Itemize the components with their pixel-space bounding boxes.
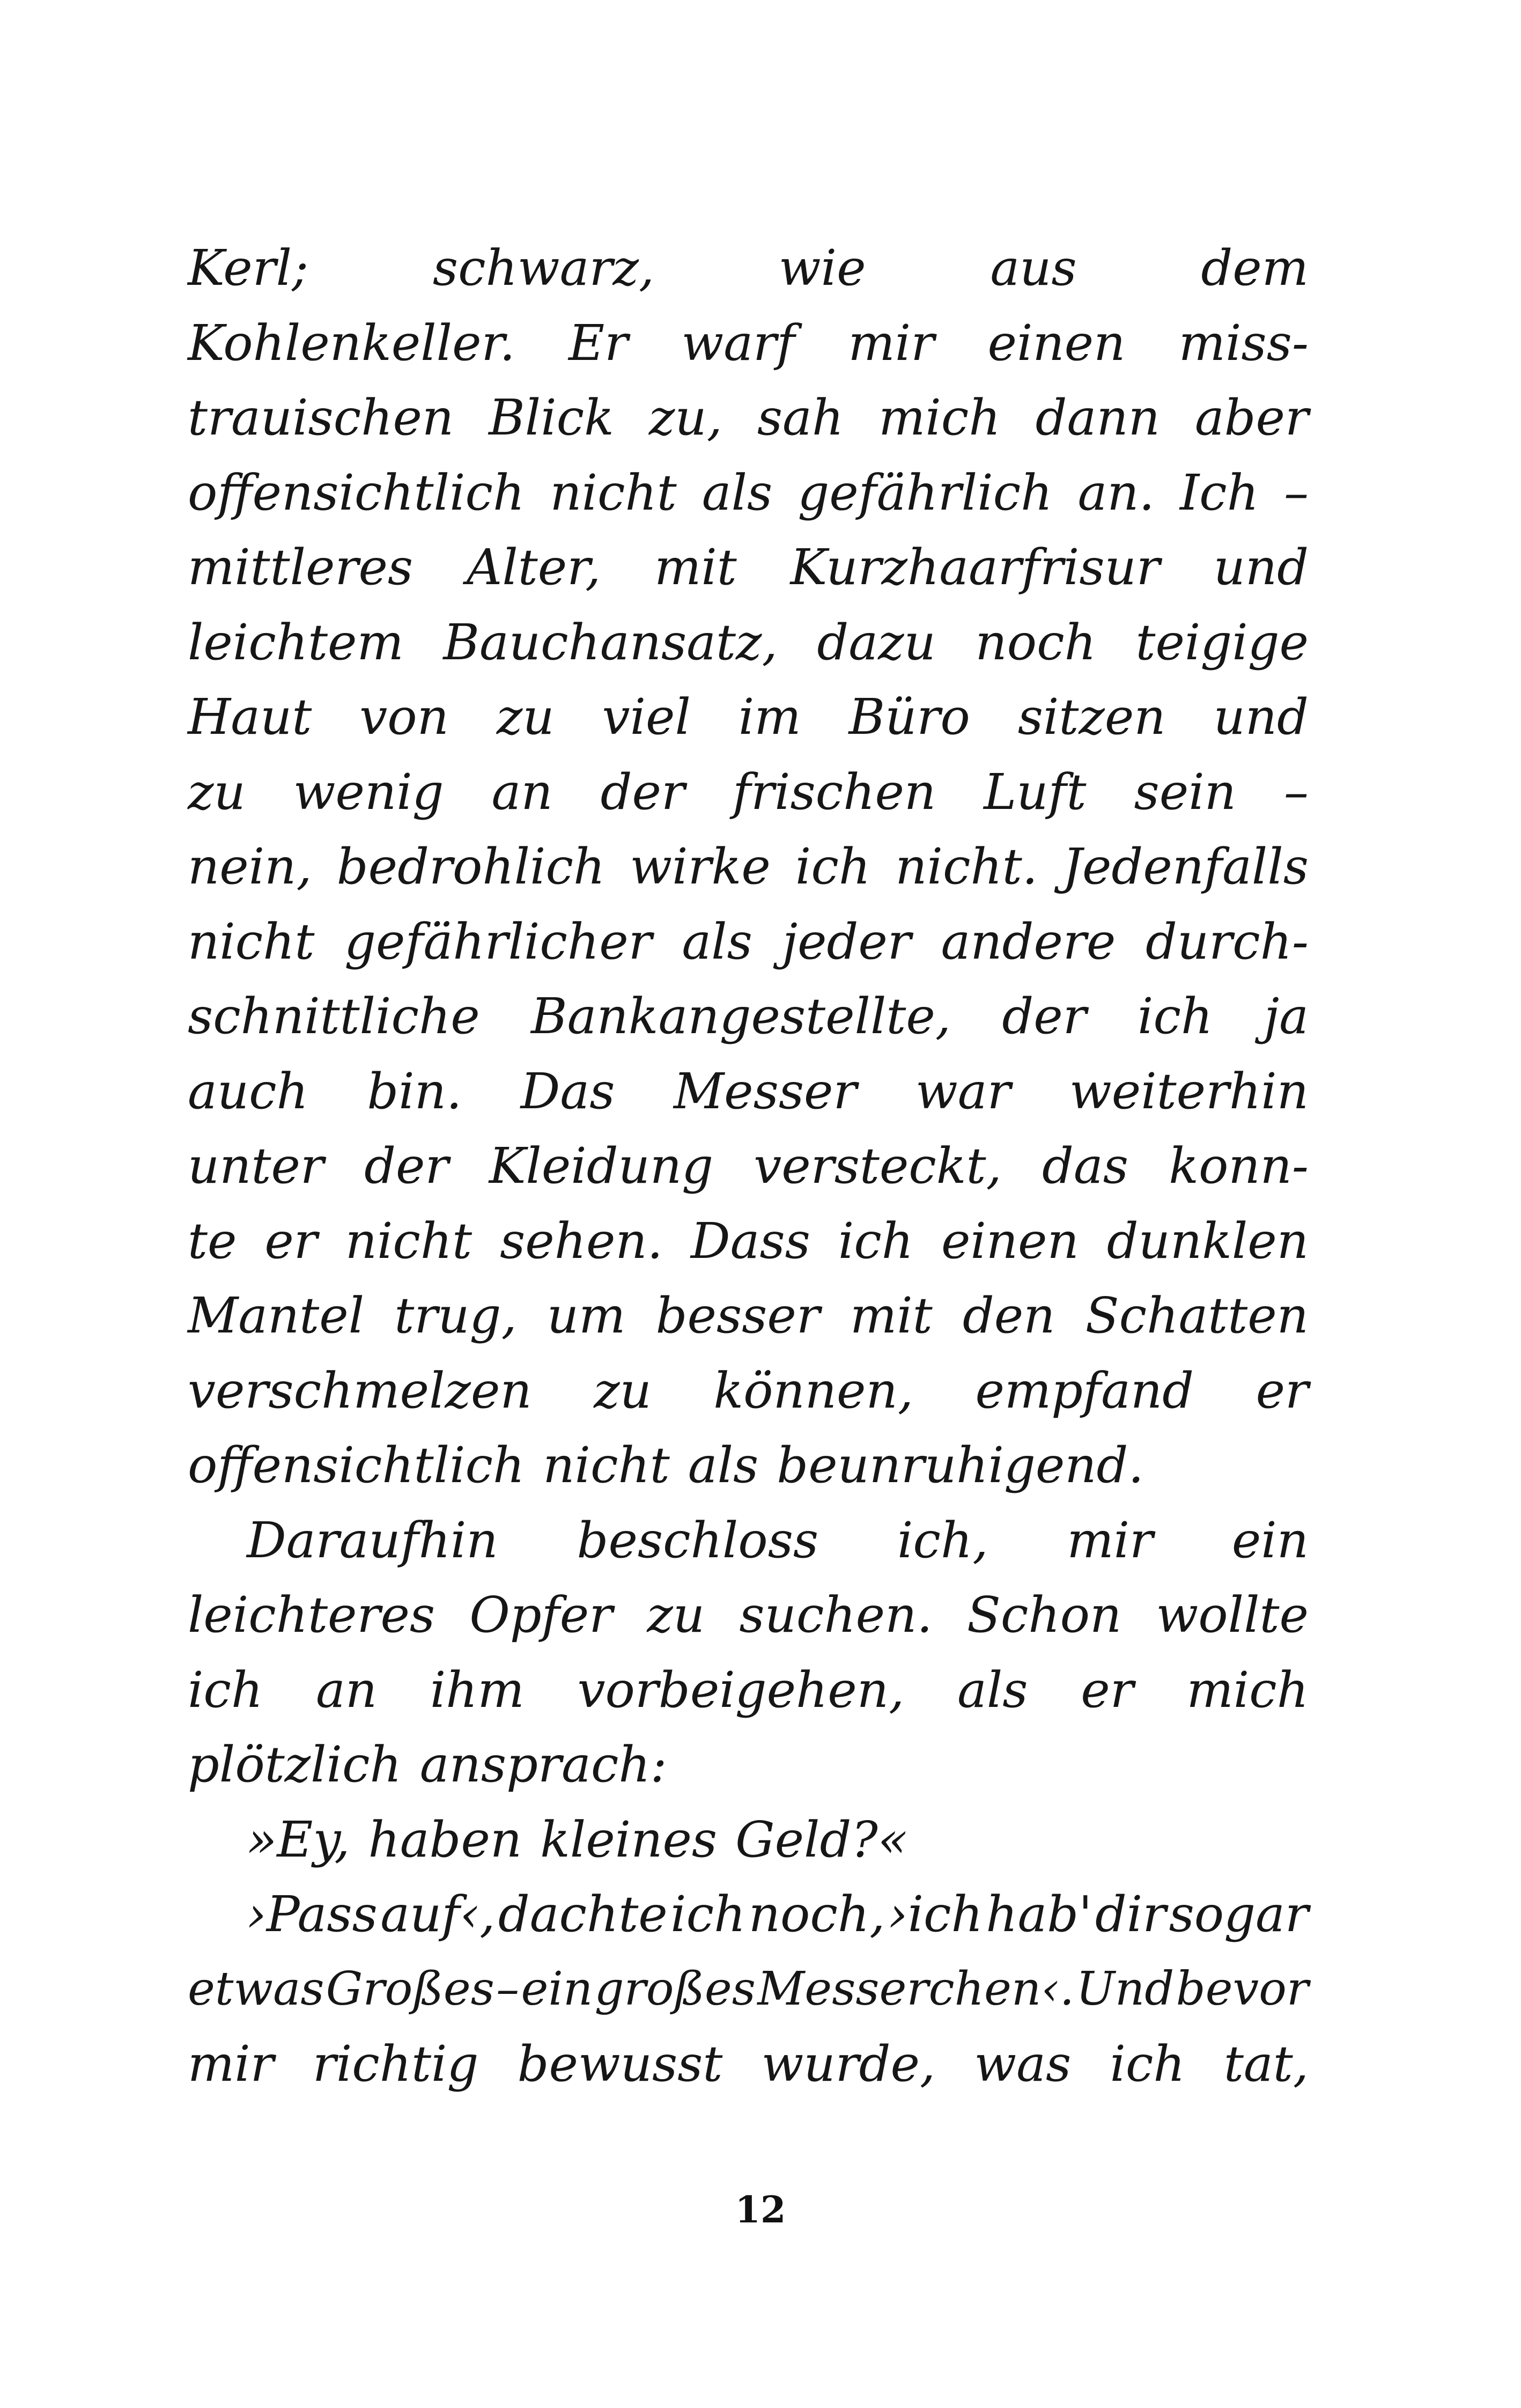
- word: mir: [188, 2035, 274, 2093]
- word: offensichtlich: [188, 1437, 525, 1494]
- text-line: [188, 1952, 1309, 2027]
- word: teigige: [1135, 613, 1309, 671]
- text-line: [188, 829, 1309, 904]
- word: aber: [1194, 389, 1309, 446]
- word: nicht.: [895, 838, 1038, 895]
- word: mir: [1067, 1511, 1153, 1569]
- word: den: [962, 1287, 1055, 1344]
- word: ich: [670, 1886, 746, 1943]
- word: als: [688, 1437, 759, 1494]
- word: sitzen: [1017, 688, 1166, 746]
- word: ihm: [430, 1661, 525, 1719]
- word: zu: [647, 1586, 705, 1644]
- word: ich: [838, 1212, 914, 1270]
- word: bin.: [367, 1062, 462, 1120]
- page-number: 12: [735, 2189, 786, 2232]
- text-line: [188, 1129, 1309, 1204]
- word: konn-: [1169, 1137, 1309, 1195]
- word: als: [682, 912, 752, 970]
- text-line: [188, 1578, 1309, 1653]
- word: nein,: [188, 838, 312, 895]
- word: ich: [188, 1661, 263, 1719]
- word: nicht: [345, 1212, 472, 1270]
- word: wollte: [1156, 1586, 1309, 1644]
- word: Daraufhin: [247, 1511, 498, 1569]
- handwritten-text-block: [188, 231, 1309, 2102]
- word: Luft: [984, 763, 1087, 821]
- word: großes: [594, 1962, 756, 2016]
- text-line: [188, 1054, 1309, 1129]
- word: Mantel: [188, 1287, 365, 1344]
- word: noch,: [748, 1886, 885, 1943]
- word: dunklen: [1106, 1212, 1309, 1270]
- text-line: [188, 979, 1309, 1054]
- word: beschloss: [577, 1511, 819, 1569]
- word: dir: [1095, 1886, 1166, 1943]
- word: bevor: [1176, 1962, 1309, 2016]
- text-line: [188, 605, 1309, 680]
- text-line: [188, 1877, 1309, 1952]
- word: versteckt,: [754, 1137, 1002, 1195]
- word: ja: [1264, 988, 1309, 1045]
- word: mittleres: [188, 539, 414, 596]
- word: wenig: [293, 763, 444, 821]
- word: er: [1256, 1361, 1309, 1419]
- text-line: [188, 1278, 1309, 1353]
- word: Das: [520, 1062, 615, 1120]
- word: zu: [496, 688, 555, 746]
- word: Bankangestellte,: [531, 988, 951, 1045]
- word: Bauchansatz,: [443, 613, 778, 671]
- word: wirke: [630, 838, 771, 895]
- word: das: [1042, 1137, 1128, 1195]
- word: Und: [1076, 1962, 1175, 2016]
- text-line: [188, 755, 1309, 830]
- word: dem: [1201, 239, 1309, 297]
- word: –: [1283, 463, 1309, 521]
- word: Messerchen‹.: [757, 1962, 1075, 2016]
- text-line: [188, 530, 1309, 605]
- word: auch: [188, 1062, 308, 1120]
- word: ich: [1110, 2035, 1185, 2093]
- text-line: [188, 231, 1309, 306]
- word: zu: [594, 1361, 652, 1419]
- word: können,: [713, 1361, 913, 1419]
- word: –: [1283, 763, 1309, 821]
- word: Blick: [489, 389, 614, 446]
- word: tat,: [1223, 2035, 1309, 2093]
- word: Kleidung: [489, 1137, 714, 1195]
- word: Kerl;: [188, 239, 309, 297]
- word: ansprach:: [419, 1736, 667, 1793]
- word: verschmelzen: [188, 1361, 532, 1419]
- word: besser: [655, 1287, 820, 1344]
- word: hab': [986, 1886, 1092, 1943]
- word: mit: [654, 539, 737, 596]
- word: zu,: [648, 389, 722, 446]
- word: war: [915, 1062, 1011, 1120]
- word: noch: [975, 613, 1096, 671]
- word: beunruhigend.: [777, 1437, 1144, 1494]
- word: mich: [878, 389, 1001, 446]
- word: ich,: [897, 1511, 988, 1569]
- word: gefährlich: [798, 463, 1053, 521]
- word: nicht: [550, 463, 677, 521]
- word: einen: [987, 314, 1126, 372]
- word: warf: [681, 314, 795, 372]
- word: an.: [1077, 463, 1155, 521]
- word: wie: [778, 239, 866, 297]
- word: Geld?«: [735, 1810, 908, 1868]
- word: gefährlicher: [344, 912, 652, 970]
- word: wurde,: [761, 2035, 936, 2093]
- word: Er: [568, 314, 629, 372]
- word: ein: [1231, 1511, 1309, 1569]
- word: sah: [757, 389, 844, 446]
- word: Opfer: [469, 1586, 613, 1644]
- word: etwas: [188, 1962, 324, 2016]
- word: nicht: [188, 912, 315, 970]
- word: von: [359, 688, 449, 746]
- word: andere: [941, 912, 1116, 970]
- word: der: [364, 1137, 449, 1195]
- word: schnittliche: [188, 988, 480, 1045]
- word: Ich: [1179, 463, 1259, 521]
- word: plötzlich: [188, 1736, 402, 1793]
- text-line: [188, 904, 1309, 980]
- word: viel: [602, 688, 691, 746]
- word: der: [1002, 988, 1087, 1045]
- word: miss-: [1178, 314, 1309, 372]
- text-line: [188, 1353, 1309, 1428]
- word: frischen: [733, 763, 936, 821]
- word: dazu: [817, 613, 936, 671]
- word: was: [974, 2035, 1072, 2093]
- word: jeder: [782, 912, 911, 970]
- word: ein: [521, 1962, 593, 2016]
- word: als: [702, 463, 773, 521]
- word: kleines: [540, 1810, 718, 1868]
- text-line: [188, 380, 1309, 455]
- word: haben: [368, 1810, 522, 1868]
- word: trauischen: [188, 389, 454, 446]
- word: Büro: [848, 688, 970, 746]
- text-line: [188, 1653, 1309, 1728]
- text-line: [188, 306, 1309, 381]
- word: als: [957, 1661, 1028, 1719]
- word: und: [1213, 539, 1309, 596]
- word: dann: [1035, 389, 1160, 446]
- word: schwarz,: [432, 239, 655, 297]
- word: und: [1213, 688, 1309, 746]
- word: Schon: [966, 1586, 1122, 1644]
- word: Jedenfalls: [1062, 838, 1309, 895]
- word: Dass: [690, 1212, 810, 1270]
- word: Messer: [673, 1062, 857, 1120]
- word: ich: [795, 838, 871, 895]
- word: Kurzhaarfrisur: [790, 539, 1160, 596]
- word: Großes: [326, 1962, 494, 2016]
- word: dachte: [498, 1886, 668, 1943]
- text-line: [188, 1428, 1309, 1503]
- word: –: [496, 1962, 520, 2016]
- word: zu: [188, 763, 246, 821]
- word: ›ich: [888, 1886, 983, 1943]
- word: vorbeigehen,: [577, 1661, 905, 1719]
- text-line: [188, 1727, 1309, 1802]
- word: weiterhin: [1069, 1062, 1309, 1120]
- word: er: [264, 1212, 318, 1270]
- word: ich: [1138, 988, 1213, 1045]
- word: »Ey,: [247, 1810, 350, 1868]
- word: bewusst: [517, 2035, 723, 2093]
- word: richtig: [312, 2035, 479, 2093]
- word: Haut: [188, 688, 312, 746]
- word: suchen.: [739, 1586, 933, 1644]
- word: an: [491, 763, 553, 821]
- word: sogar: [1169, 1886, 1309, 1943]
- word: te: [188, 1212, 237, 1270]
- word: leichtem: [188, 613, 404, 671]
- word: der: [600, 763, 685, 821]
- word: ›Pass: [247, 1886, 378, 1943]
- text-line: [188, 1204, 1309, 1279]
- word: mich: [1186, 1661, 1309, 1719]
- text-line: [188, 1802, 1309, 1877]
- word: auf‹,: [380, 1886, 496, 1943]
- word: nicht: [543, 1437, 670, 1494]
- word: an: [315, 1661, 378, 1719]
- word: leichteres: [188, 1586, 435, 1644]
- word: Kohlenkeller.: [188, 314, 515, 372]
- word: empfand: [975, 1361, 1194, 1419]
- word: aus: [990, 239, 1077, 297]
- word: mit: [850, 1287, 933, 1344]
- word: Schatten: [1085, 1287, 1309, 1344]
- word: bedrohlich: [336, 838, 606, 895]
- word: Alter,: [466, 539, 601, 596]
- word: unter: [188, 1137, 324, 1195]
- text-line: [188, 2027, 1309, 2102]
- word: im: [738, 688, 801, 746]
- word: durch-: [1146, 912, 1309, 970]
- word: sein: [1134, 763, 1236, 821]
- word: mir: [848, 314, 935, 372]
- word: um: [547, 1287, 626, 1344]
- word: sehen.: [500, 1212, 663, 1270]
- text-line: [188, 680, 1309, 755]
- word: offensichtlich: [188, 463, 525, 521]
- text-line: [188, 455, 1309, 531]
- word: er: [1081, 1661, 1134, 1719]
- text-line: [188, 1503, 1309, 1578]
- word: einen: [941, 1212, 1079, 1270]
- word: trug,: [394, 1287, 517, 1344]
